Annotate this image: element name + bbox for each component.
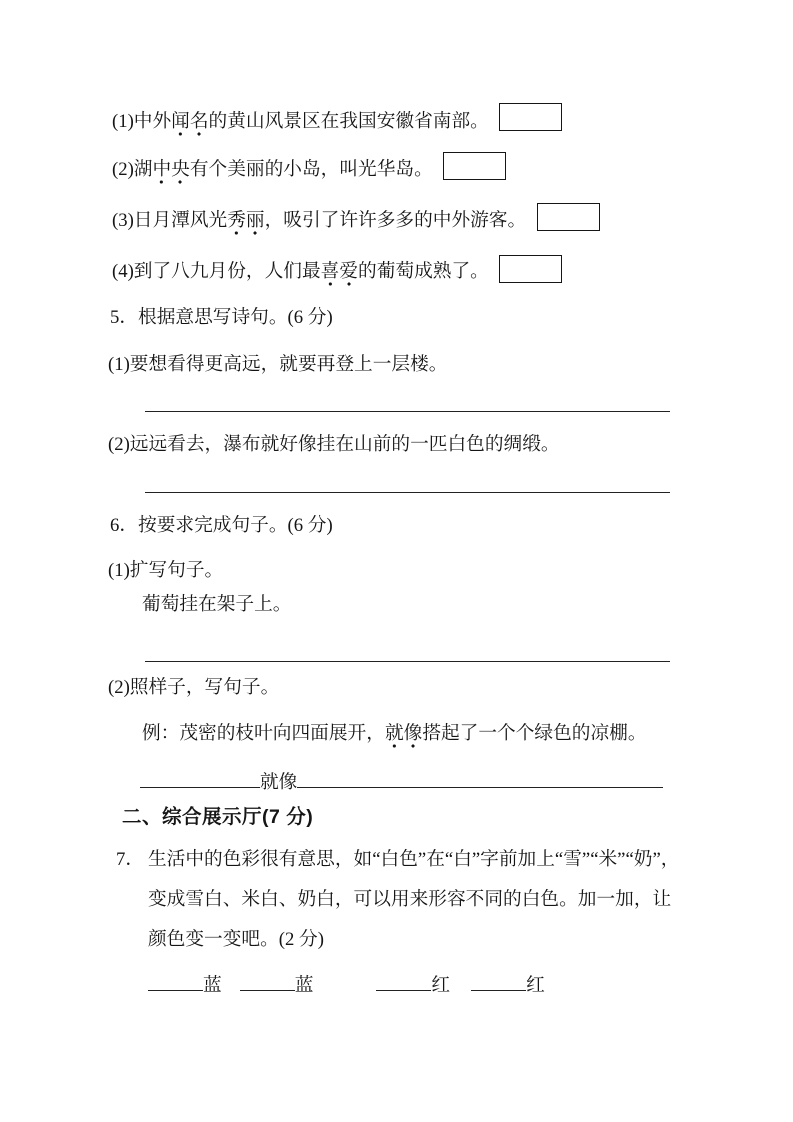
question-6-item-1-label: (1)扩写句子。 <box>108 560 224 581</box>
color-blank-3[interactable] <box>376 969 431 991</box>
item-text-emphasized: 中央 <box>152 159 189 184</box>
fill-blank-after[interactable] <box>297 766 663 788</box>
question-7-blanks-row <box>148 969 545 999</box>
example-text-pre: 例：茂密的枝叶向四面展开， <box>142 723 385 744</box>
question-6-item-1-sentence: 葡萄挂在架子上。 <box>142 594 292 615</box>
question-6-item-2-label: (2)照样子，写句子。 <box>108 677 280 698</box>
judgment-item-2 <box>112 157 433 183</box>
judgment-item-3 <box>112 208 526 234</box>
question-7-line-2: 变成雪白、米白、奶白，可以用来形容不同的白色。加一加，让 <box>148 889 672 910</box>
answer-box-1[interactable] <box>499 103 562 131</box>
item-number: (3) <box>112 210 134 231</box>
color-blank-4[interactable] <box>471 969 526 991</box>
item-number: (2) <box>112 159 134 180</box>
question-5-title: 5．根据意思写诗句。(6 分) <box>110 307 333 328</box>
question-6-example <box>142 721 647 747</box>
judgment-item-4 <box>112 259 489 285</box>
question-6-fill-row <box>140 766 663 796</box>
judgment-item-1 <box>112 109 489 135</box>
item-text-emphasized: 秀丽 <box>227 210 264 235</box>
item-text-pre: 中外 <box>133 111 172 132</box>
item-text-post: ，吸引了许许多多的中外游客。 <box>264 210 527 231</box>
color-word-blue-1: 蓝 <box>203 975 222 996</box>
color-word-red-2: 红 <box>526 975 545 996</box>
item-text-post: 有个美丽的小岛，叫光华岛。 <box>189 159 433 180</box>
section-2-heading: 二、综合展示厅(7 分) <box>122 806 314 828</box>
fill-connector: 就像 <box>260 772 298 793</box>
example-text-post: 搭起了一个个绿色的凉棚。 <box>422 723 647 744</box>
item-text-post: 的葡萄成熟了。 <box>358 261 489 282</box>
question-6-title: 6．按要求完成句子。(6 分) <box>110 515 333 536</box>
answer-box-4[interactable] <box>499 255 562 283</box>
answer-box-2[interactable] <box>443 152 506 180</box>
item-text-pre: 湖 <box>133 159 153 180</box>
item-text-pre: 到了八九月份，人们最 <box>133 261 321 282</box>
answer-box-3[interactable] <box>537 203 600 231</box>
item-text-emphasized: 喜爱 <box>321 261 358 286</box>
item-text-emphasized: 闻名 <box>171 111 208 136</box>
answer-line-q6-1[interactable] <box>145 661 670 662</box>
item-text-pre: 日月潭风光 <box>133 210 228 231</box>
answer-line-q5-1[interactable] <box>145 411 670 412</box>
item-number: (1) <box>112 111 134 132</box>
answer-line-q5-2[interactable] <box>145 492 670 493</box>
color-word-red-1: 红 <box>431 975 451 996</box>
question-7-line-1: 生活中的色彩很有意思，如“白色”在“白”字前加上“雪”“米”“奶”， <box>148 849 680 870</box>
color-blank-1[interactable] <box>148 969 203 991</box>
question-5-item-2: (2)远远看去，瀑布就好像挂在山前的一匹白色的绸缎。 <box>108 434 560 455</box>
item-text-post: 的黄山风景区在我国安徽省南部。 <box>208 111 489 132</box>
color-blank-2[interactable] <box>240 969 295 991</box>
example-text-emphasized: 就像 <box>385 723 422 748</box>
question-5-item-1: (1)要想看得更高远，就要再登上一层楼。 <box>108 354 448 375</box>
fill-blank-before[interactable] <box>140 766 260 788</box>
question-7-number: 7． <box>116 849 145 870</box>
question-7-line-3: 颜色变一变吧。(2 分) <box>148 929 324 950</box>
color-word-blue-2: 蓝 <box>294 975 314 996</box>
item-number: (4) <box>112 261 134 282</box>
